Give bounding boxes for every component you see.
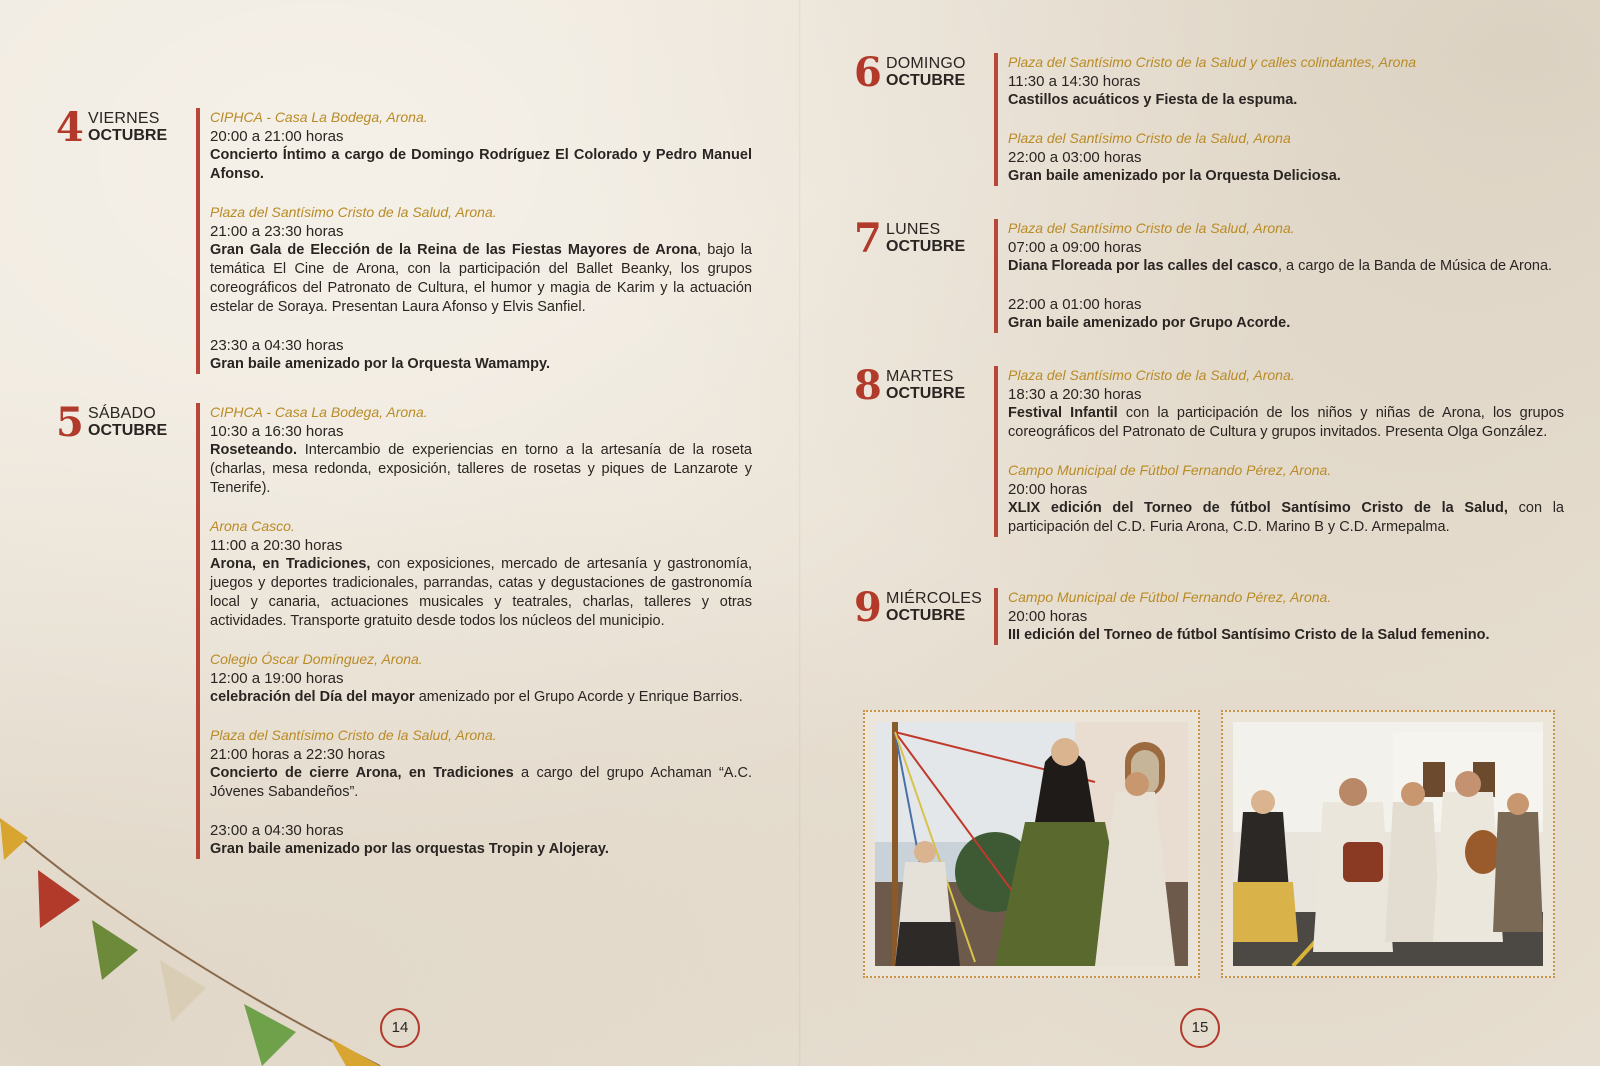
event-details: , bajo la temática El Cine de Arona, con la participación del Ballet Beanky, los grupos coreográficos del Patronato de Cultura, el humor y magia de Karim y la actuación estelar de Soraya. Presentan Laura Afonso y Elvis Sanfiel.: [210, 242, 752, 315]
month-label: OCTUBRE: [886, 72, 966, 89]
day-text: [886, 219, 965, 255]
event-venue: Campo Municipal de Fútbol Fernando Pérez, Arona.: [1008, 589, 1332, 605]
event-list: [994, 53, 1564, 186]
day-heading: [56, 104, 196, 374]
event-title: Gran baile amenizado por la Orquesta Deliciosa.: [1008, 168, 1341, 184]
event-venue: Plaza del Santísimo Cristo de la Salud, Arona.: [1008, 367, 1295, 383]
event-details: con exposiciones, mercado de artesanía y gastronomía, juegos y deportes tradicionales, parrandas, catas y degustaciones de gastronomía local y canaria, actuaciones musicales y teatrales, charlas, talleres y otras actividades. Transporte gratuito desde todos los núcleos del municipio.: [210, 556, 753, 629]
event-venue: Plaza del Santísimo Cristo de la Salud, Arona.: [210, 727, 497, 743]
event-title: Castillos acuáticos y Fiesta de la espuma.: [1008, 92, 1298, 108]
event-time: 23:30 a 04:30 horas: [210, 337, 344, 354]
weekday-label: MIÉRCOLES: [886, 590, 983, 607]
day-heading: [854, 215, 994, 333]
event-venue: Plaza del Santísimo Cristo de la Salud, Arona.: [210, 204, 497, 220]
day-block-8: [854, 362, 1564, 537]
day-number: 6: [854, 49, 882, 96]
event-time: 11:30 a 14:30 horas: [1008, 73, 1141, 90]
weekday-label: MARTES: [886, 368, 954, 385]
event-details: a cargo del grupo Achaman “A.C. Jóvenes Sabandeños”.: [210, 765, 752, 800]
event-description: [210, 441, 752, 498]
month-label: OCTUBRE: [886, 385, 966, 402]
event-venue: Plaza del Santísimo Cristo de la Salud y calles colindantes, Arona: [1008, 54, 1417, 70]
event-venue: Plaza del Santísimo Cristo de la Salud, Arona: [1008, 130, 1291, 146]
event-venue: Campo Municipal de Fútbol Fernando Pérez, Arona.: [1008, 462, 1332, 478]
event-title: XLIX edición del Torneo de fútbol Santísimo Cristo de la Salud,: [1008, 500, 1508, 516]
event-venue: Arona Casco.: [210, 518, 295, 534]
event-time: 20:00 a 21:00 horas: [210, 128, 344, 145]
event-title: Arona, en Tradiciones,: [210, 556, 371, 572]
folk-dance-illustration: [875, 722, 1188, 966]
event-title: Gran Gala de Elección de la Reina de las Fiestas Mayores de Arona: [210, 242, 698, 258]
month-label: OCTUBRE: [88, 127, 168, 144]
day-heading: [854, 49, 994, 186]
day-heading: [56, 399, 196, 859]
event-description: [210, 555, 752, 631]
event-item: [210, 336, 752, 374]
event-title: Festival Infantil: [1008, 405, 1118, 421]
event-title: Diana Floreada por las calles del casco: [1008, 258, 1278, 274]
page-number-right: 15: [1180, 1008, 1220, 1048]
event-item: [1008, 588, 1564, 645]
event-item: [1008, 366, 1564, 442]
day-block-6: [854, 49, 1564, 186]
event-time: 18:30 a 20:30 horas: [1008, 386, 1142, 403]
event-time: 22:00 a 01:00 horas: [1008, 296, 1142, 313]
event-list: [196, 403, 752, 859]
event-title: III edición del Torneo de fútbol Santísimo Cristo de la Salud femenino.: [1008, 627, 1490, 643]
weekday-label: DOMINGO: [886, 55, 966, 72]
event-time: 20:00 horas: [1008, 481, 1088, 498]
event-description: [1008, 626, 1564, 645]
day-text: [886, 588, 982, 624]
day-number: 7: [854, 215, 882, 262]
event-title: Gran baile amenizado por las orquestas Tropin y Alojeray.: [210, 841, 609, 857]
event-title: celebración del Día del mayor: [210, 689, 415, 705]
month-label: OCTUBRE: [88, 422, 168, 439]
event-time: 21:00 a 23:30 horas: [210, 223, 344, 240]
event-time: 12:00 a 19:00 horas: [210, 670, 344, 687]
weekday-label: SÁBADO: [88, 405, 156, 422]
day-text: [88, 403, 167, 439]
event-list: [196, 108, 752, 374]
day-number: 4: [56, 104, 84, 151]
day-number: 5: [56, 399, 84, 446]
page-number-left: 14: [380, 1008, 420, 1048]
event-details: Intercambio de experiencias en torno a la artesanía de la roseta (charlas, mesa redonda, exposición, talleres de rosetas y piques de Lanzarote y Tenerife).: [210, 442, 752, 496]
event-item: [1008, 129, 1564, 186]
event-title: Concierto de cierre Arona, en Tradiciones: [210, 765, 514, 781]
event-time: 22:00 a 03:00 horas: [1008, 149, 1142, 166]
event-venue: CIPHCA - Casa La Bodega, Arona.: [210, 109, 428, 125]
event-description: [1008, 499, 1564, 537]
day-block-7: [854, 215, 1564, 333]
event-list: [994, 219, 1564, 333]
event-item: [1008, 461, 1564, 537]
event-time: 11:00 a 20:30 horas: [210, 537, 343, 554]
event-description: [210, 688, 752, 707]
parranda-musicians-photo: [1233, 722, 1543, 966]
event-title: Gran baile amenizado por Grupo Acorde.: [1008, 315, 1291, 331]
day-heading: [854, 362, 994, 537]
event-list: [994, 588, 1564, 645]
photo-frame-dance: [863, 710, 1200, 978]
event-title: Gran baile amenizado por la Orquesta Wamampy.: [210, 356, 551, 372]
event-description: [1008, 257, 1564, 276]
day-block-4: [56, 104, 752, 374]
event-time: 21:00 horas a 22:30 horas: [210, 746, 386, 763]
day-text: [88, 108, 167, 144]
event-description: [210, 764, 752, 802]
event-item: [210, 726, 752, 802]
event-description: [210, 241, 752, 317]
folk-dance-photo: [875, 722, 1188, 966]
weekday-label: VIERNES: [88, 110, 160, 127]
event-venue: CIPHCA - Casa La Bodega, Arona.: [210, 404, 428, 420]
event-description: [1008, 91, 1564, 110]
event-time: 20:00 horas: [1008, 608, 1088, 625]
photo-frame-musicians: [1221, 710, 1555, 978]
event-item: [210, 650, 752, 707]
event-details: , a cargo de la Banda de Música de Arona.: [1278, 258, 1553, 274]
day-text: [886, 53, 966, 89]
event-item: [210, 203, 752, 317]
bunting-decoration: [0, 800, 420, 1066]
event-item: [210, 403, 752, 498]
event-time: 23:00 a 04:30 horas: [210, 822, 344, 839]
day-text: [886, 366, 965, 402]
event-item: [210, 517, 752, 631]
event-description: [1008, 314, 1564, 333]
musicians-illustration: [1233, 722, 1543, 966]
event-details: amenizado por el Grupo Acorde y Enrique Barrios.: [414, 689, 743, 705]
event-item: [1008, 295, 1564, 333]
event-item: [1008, 53, 1564, 110]
event-time: 07:00 a 09:00 horas: [1008, 239, 1142, 256]
event-description: [210, 146, 752, 184]
event-time: 10:30 a 16:30 horas: [210, 423, 344, 440]
event-description: [1008, 167, 1564, 186]
event-list: [994, 366, 1564, 537]
month-label: OCTUBRE: [886, 607, 966, 624]
event-title: Roseteando.: [210, 442, 298, 458]
day-block-9: [854, 584, 1564, 645]
event-details: con la participación de los niños y niñas de Arona, los grupos coreográficos del Patronato de Cultura y grupos invitados. Presenta Olga González.: [1008, 405, 1564, 440]
page-fold: [799, 0, 801, 1066]
month-label: OCTUBRE: [886, 238, 966, 255]
day-heading: [854, 584, 994, 645]
day-block-5: [56, 399, 753, 859]
event-item: [1008, 219, 1564, 276]
event-details: con la participación del C.D. Furia Arona, C.D. Marino B y C.D. Armepalma.: [1008, 500, 1564, 535]
day-number: 8: [854, 362, 882, 409]
event-description: [1008, 404, 1564, 442]
day-number: 9: [854, 584, 882, 631]
event-description: [210, 355, 752, 374]
event-item: [210, 108, 752, 184]
event-venue: Plaza del Santísimo Cristo de la Salud, Arona.: [1008, 220, 1295, 236]
event-title: Concierto Íntimo a cargo de Domingo Rodríguez El Colorado y Pedro Manuel Afonso.: [210, 147, 752, 182]
event-venue: Colegio Óscar Domínguez, Arona.: [210, 651, 423, 667]
weekday-label: LUNES: [886, 221, 941, 238]
